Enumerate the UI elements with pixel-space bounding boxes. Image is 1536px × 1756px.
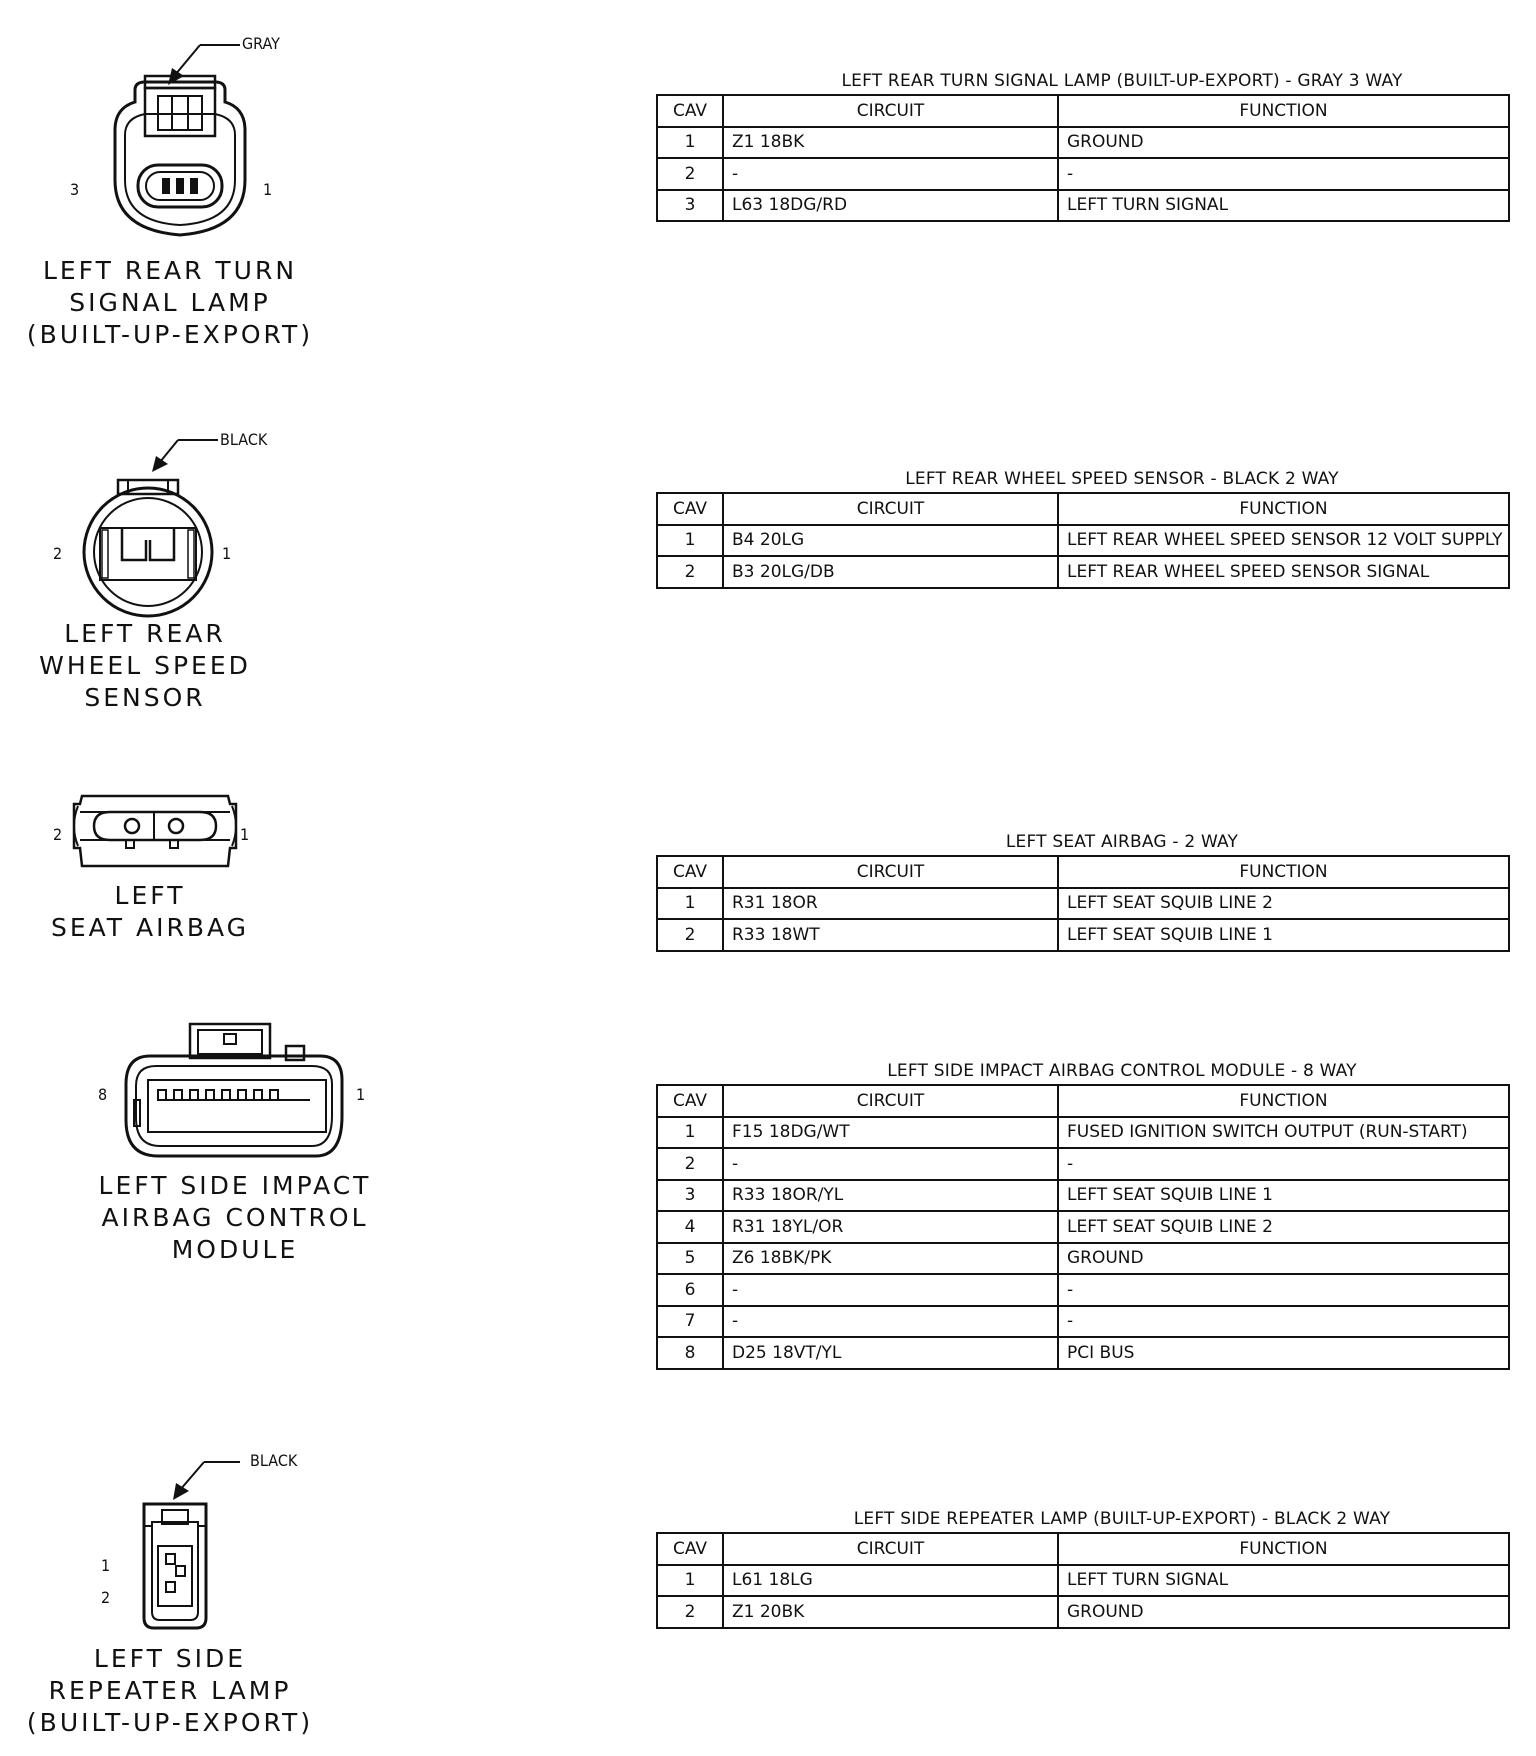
table-row: [657, 1148, 1509, 1180]
connector-title-line: LEFT SIDE: [93, 1644, 247, 1673]
cell-function: GROUND: [1058, 1596, 1509, 1628]
cell-cav: 7: [657, 1306, 723, 1338]
header-circuit: CIRCUIT: [723, 493, 1058, 525]
header-circuit: CIRCUIT: [723, 1533, 1058, 1565]
cell-function: LEFT SEAT SQUIB LINE 1: [1058, 1180, 1509, 1212]
cell-function: GROUND: [1058, 127, 1509, 159]
table-header-row: [657, 856, 1509, 888]
connector-color-label: GRAY: [242, 34, 280, 53]
connector-title: [10, 618, 280, 714]
cell-circuit: Z1 18BK: [723, 127, 1058, 159]
table-title: LEFT REAR TURN SIGNAL LAMP (BUILT-UP-EXPORT) - GRAY 3 WAY: [841, 71, 1403, 91]
cell-function: LEFT SEAT SQUIB LINE 2: [1058, 1211, 1509, 1243]
connector-title-line: REPEATER LAMP: [48, 1676, 292, 1705]
connector-color-label: BLACK: [250, 1451, 298, 1470]
cell-circuit: L63 18DG/RD: [723, 190, 1058, 222]
table-header-row: [657, 493, 1509, 525]
cell-cav: 2: [657, 1596, 723, 1628]
cell-function: -: [1058, 158, 1509, 190]
connector-diagram-wheel-speed-sensor: [70, 420, 270, 620]
table-row: [657, 1596, 1509, 1628]
cell-function: LEFT TURN SIGNAL: [1058, 190, 1509, 222]
cell-cav: 1: [657, 1117, 723, 1149]
connector-section-left-side-impact-airbag-module: [0, 1010, 1536, 1363]
connector-title: [10, 880, 290, 944]
cell-circuit: Z1 20BK: [723, 1596, 1058, 1628]
pinout-table-block: [656, 466, 1508, 589]
pinout-table-block: [656, 68, 1508, 222]
cell-function: GROUND: [1058, 1243, 1509, 1275]
table-row: [657, 1243, 1509, 1275]
connector-color-label: BLACK: [220, 430, 268, 449]
cell-circuit: D25 18VT/YL: [723, 1337, 1058, 1369]
cell-circuit: -: [723, 158, 1058, 190]
header-function: FUNCTION: [1058, 856, 1509, 888]
header-cav: CAV: [657, 856, 723, 888]
connector-title-line: SENSOR: [84, 683, 206, 712]
header-cav: CAV: [657, 1533, 723, 1565]
cell-function: LEFT SEAT SQUIB LINE 2: [1058, 888, 1509, 920]
cell-cav: 2: [657, 1148, 723, 1180]
connector-title: [20, 1643, 320, 1739]
table-row: [657, 1306, 1509, 1338]
cell-circuit: R31 18OR: [723, 888, 1058, 920]
table-row: [657, 1180, 1509, 1212]
cell-cav: 2: [657, 919, 723, 951]
connector-title: [20, 255, 320, 351]
cell-function: LEFT SEAT SQUIB LINE 1: [1058, 919, 1509, 951]
cell-cav: 4: [657, 1211, 723, 1243]
cell-function: PCI BUS: [1058, 1337, 1509, 1369]
cell-cav: 8: [657, 1337, 723, 1369]
table-row: [657, 1117, 1509, 1149]
connector-title-line: LEFT SIDE IMPACT: [98, 1171, 372, 1200]
cell-cav: 2: [657, 556, 723, 588]
table-header-row: [657, 1533, 1509, 1565]
connector-section-left-rear-wheel-speed-sensor: [0, 420, 1536, 730]
table-title: LEFT SIDE REPEATER LAMP (BUILT-UP-EXPORT) - BLACK 2 WAY: [853, 1509, 1391, 1529]
cell-circuit: R33 18WT: [723, 919, 1058, 951]
pinout-table: [656, 492, 1510, 589]
table-row: [657, 919, 1509, 951]
table-row: [657, 888, 1509, 920]
pin-label-right: 1: [263, 180, 273, 199]
cell-cav: 1: [657, 127, 723, 159]
pin-label-right: 1: [356, 1085, 366, 1104]
connector-title-line: SEAT AIRBAG: [50, 913, 250, 942]
pin-label-right: 1: [222, 544, 232, 563]
cell-cav: 3: [657, 190, 723, 222]
cell-function: FUSED IGNITION SWITCH OUTPUT (RUN-START): [1058, 1117, 1509, 1149]
connector-title: [40, 1170, 430, 1266]
cell-circuit: R31 18YL/OR: [723, 1211, 1058, 1243]
connector-section-left-rear-turn-signal: [0, 0, 1536, 360]
table-row: [657, 525, 1509, 557]
cell-circuit: B3 20LG/DB: [723, 556, 1058, 588]
cell-cav: 3: [657, 1180, 723, 1212]
cell-function: -: [1058, 1148, 1509, 1180]
header-function: FUNCTION: [1058, 1085, 1509, 1117]
cell-cav: 5: [657, 1243, 723, 1275]
cell-function: LEFT REAR WHEEL SPEED SENSOR 12 VOLT SUPPLY: [1058, 525, 1509, 557]
connector-title-line: WHEEL SPEED: [39, 651, 251, 680]
header-cav: CAV: [657, 1085, 723, 1117]
pin-label-left: 3: [70, 180, 80, 199]
cell-cav: 1: [657, 888, 723, 920]
cell-circuit: R33 18OR/YL: [723, 1180, 1058, 1212]
cell-circuit: -: [723, 1274, 1058, 1306]
connector-title-line: (BUILT-UP-EXPORT): [26, 1708, 314, 1737]
table-row: [657, 1565, 1509, 1597]
connector-title-line: (BUILT-UP-EXPORT): [26, 320, 314, 349]
cell-circuit: -: [723, 1148, 1058, 1180]
table-title: LEFT REAR WHEEL SPEED SENSOR - BLACK 2 WAY: [905, 469, 1339, 489]
connector-section-left-seat-airbag: [0, 780, 1536, 980]
connector-section-left-side-repeater-lamp: [0, 1450, 1536, 1756]
cell-circuit: L61 18LG: [723, 1565, 1058, 1597]
pinout-table: [656, 1084, 1510, 1370]
header-function: FUNCTION: [1058, 1533, 1509, 1565]
pin-label-left: 2: [53, 544, 63, 563]
connector-title-line: LEFT REAR: [64, 619, 226, 648]
pin-label-left: 2: [53, 825, 63, 844]
table-title: LEFT SIDE IMPACT AIRBAG CONTROL MODULE - 8 WAY: [887, 1061, 1357, 1081]
cell-cav: 1: [657, 1565, 723, 1597]
cell-circuit: B4 20LG: [723, 525, 1058, 557]
header-cav: CAV: [657, 493, 723, 525]
pinout-table: [656, 94, 1510, 222]
connector-title-line: LEFT REAR TURN: [42, 256, 298, 285]
cell-cav: 1: [657, 525, 723, 557]
table-row: [657, 190, 1509, 222]
cell-circuit: F15 18DG/WT: [723, 1117, 1058, 1149]
cell-function: LEFT TURN SIGNAL: [1058, 1565, 1509, 1597]
cell-circuit: -: [723, 1306, 1058, 1338]
table-row: [657, 556, 1509, 588]
table-title: LEFT SEAT AIRBAG - 2 WAY: [1005, 832, 1239, 852]
header-function: FUNCTION: [1058, 95, 1509, 127]
connector-title-line: LEFT: [114, 881, 186, 910]
cell-cav: 2: [657, 158, 723, 190]
pin-label-left: 8: [98, 1085, 108, 1104]
cell-function: -: [1058, 1274, 1509, 1306]
header-circuit: CIRCUIT: [723, 95, 1058, 127]
cell-function: -: [1058, 1306, 1509, 1338]
pin-label-bottom: 2: [101, 1588, 111, 1607]
header-circuit: CIRCUIT: [723, 856, 1058, 888]
header-circuit: CIRCUIT: [723, 1085, 1058, 1117]
table-row: [657, 127, 1509, 159]
header-cav: CAV: [657, 95, 723, 127]
table-row: [657, 158, 1509, 190]
header-function: FUNCTION: [1058, 493, 1509, 525]
pin-label-right: 1: [240, 825, 250, 844]
connector-diagram-seat-airbag: [70, 790, 240, 880]
connector-diagram-airbag-control-module: [120, 1020, 350, 1170]
table-row: [657, 1337, 1509, 1369]
connector-title-line: SIGNAL LAMP: [69, 288, 271, 317]
pinout-table-block: [656, 1506, 1508, 1629]
table-header-row: [657, 1085, 1509, 1117]
pin-label-top: 1: [101, 1556, 111, 1575]
cell-cav: 6: [657, 1274, 723, 1306]
cell-function: LEFT REAR WHEEL SPEED SENSOR SIGNAL: [1058, 556, 1509, 588]
pinout-table: [656, 855, 1510, 952]
connector-title-line: AIRBAG CONTROL MODULE: [101, 1203, 369, 1264]
pinout-table-block: [656, 829, 1508, 952]
cell-circuit: Z6 18BK/PK: [723, 1243, 1058, 1275]
connector-diagram-left-rear-turn-signal: [90, 30, 350, 250]
table-row: [657, 1211, 1509, 1243]
pinout-table-block: [656, 1058, 1508, 1370]
table-row: [657, 1274, 1509, 1306]
pinout-table: [656, 1532, 1510, 1629]
table-header-row: [657, 95, 1509, 127]
connector-diagram-side-repeater-lamp: [110, 1450, 310, 1640]
